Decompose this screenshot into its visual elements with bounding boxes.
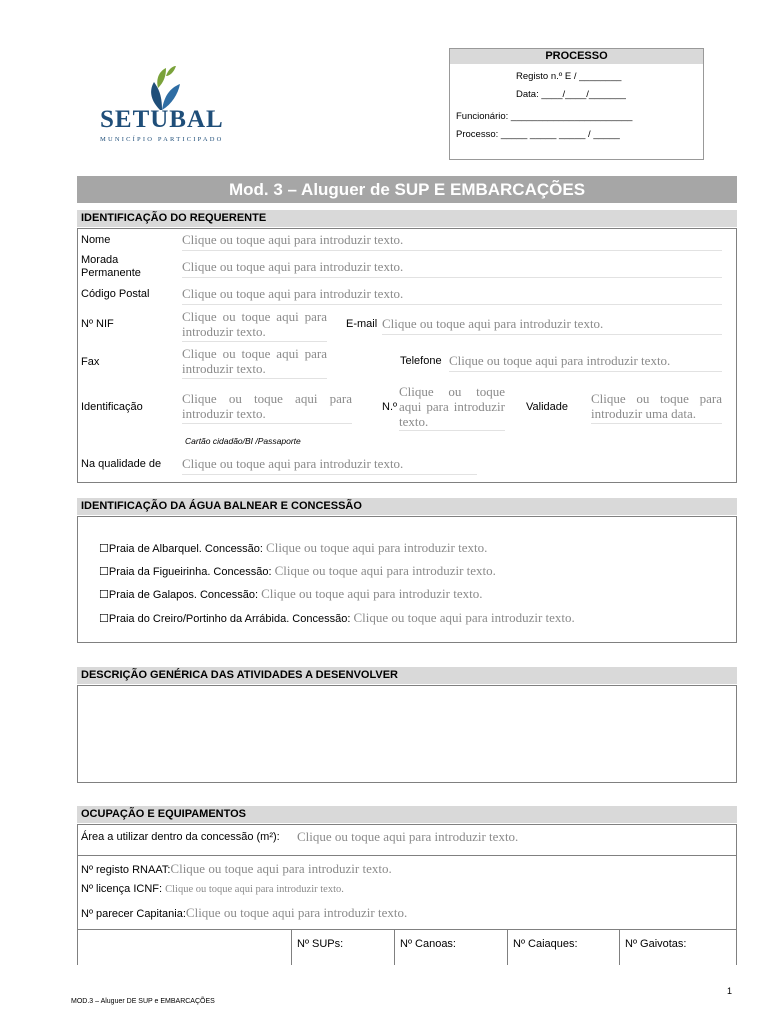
logo-subtitle: MUNICÍPIO PARTICIPADO bbox=[100, 136, 224, 143]
sups-field[interactable]: Nº SUPs: bbox=[297, 938, 344, 950]
morada-label: Morada Permanente bbox=[81, 254, 141, 279]
equipment-divider bbox=[507, 929, 508, 965]
praia-albarquel[interactable] bbox=[99, 540, 487, 556]
process-registo[interactable]: Registo n.º E / ________ bbox=[516, 71, 622, 82]
footer-doc-name: MOD.3 – Aluguer DE SUP e EMBARCAÇÕES bbox=[71, 998, 215, 1005]
icnf-label bbox=[81, 883, 344, 895]
praia-albarquel-field[interactable]: Clique ou toque aqui para introduzir texto. bbox=[266, 540, 488, 555]
process-title: PROCESSO bbox=[450, 49, 703, 64]
descricao-textarea[interactable] bbox=[77, 685, 737, 783]
canoas-field[interactable]: Nº Canoas: bbox=[400, 938, 456, 950]
page-number: 1 bbox=[727, 986, 733, 996]
icnf-field[interactable]: Clique ou toque aqui para introduzir texto. bbox=[165, 884, 344, 895]
area-field[interactable]: Clique ou toque aqui para introduzir texto. bbox=[297, 829, 519, 844]
checkbox-icon[interactable]: ☐ bbox=[99, 613, 109, 625]
section-requerente-heading: IDENTIFICAÇÃO DO REQUERENTE bbox=[77, 210, 737, 227]
caiaques-field[interactable]: Nº Caiaques: bbox=[513, 938, 578, 950]
checkbox-icon[interactable]: ☐ bbox=[99, 566, 109, 578]
praia-figueirinha-field[interactable]: Clique ou toque aqui para introduzir texto. bbox=[274, 563, 496, 578]
nome-label: Nome bbox=[81, 234, 111, 246]
nif-field[interactable]: Clique ou toque aqui para introduzir texto. bbox=[182, 309, 327, 342]
logo-wordmark: SETUBAL bbox=[100, 106, 224, 133]
area-label: Área a utilizar dentro da concessão (m²): bbox=[81, 831, 280, 843]
telefone-label: Telefone bbox=[400, 355, 442, 367]
equipment-divider bbox=[291, 929, 292, 965]
equipment-divider bbox=[619, 929, 620, 965]
logo bbox=[98, 62, 228, 152]
process-processo[interactable]: Processo: _____ _____ _____ / _____ bbox=[456, 129, 620, 140]
email-label: E-mail bbox=[346, 318, 378, 330]
qualidade-label: Na qualidade de bbox=[81, 458, 162, 470]
qualidade-field[interactable]: Clique ou toque aqui para introduzir texto. bbox=[182, 456, 477, 475]
nif-label: Nº NIF bbox=[81, 318, 114, 330]
praia-creiro-label: Praia do Creiro/Portinho da Arrábida. Concessão: bbox=[108, 613, 351, 625]
praia-creiro-field[interactable]: Clique ou toque aqui para introduzir texto. bbox=[353, 610, 575, 625]
rnaat-field[interactable]: Clique ou toque aqui para introduzir texto. bbox=[170, 861, 392, 876]
logo-emblem-icon bbox=[140, 62, 186, 112]
rnaat-label bbox=[81, 861, 392, 877]
fax-field[interactable]: Clique ou toque aqui para introduzir texto. bbox=[182, 346, 327, 379]
process-funcionario[interactable]: Funcionário: _______________________ bbox=[456, 111, 633, 122]
praia-galapos-field[interactable]: Clique ou toque aqui para introduzir texto. bbox=[261, 586, 483, 601]
rnaat-label-text: Nº registo RNAAT: bbox=[81, 864, 171, 876]
praia-albarquel-label: Praia de Albarquel. Concessão: bbox=[108, 543, 263, 555]
doc-type-note: Cartão cidadão/BI /Passaporte bbox=[185, 436, 301, 446]
process-box bbox=[449, 48, 704, 160]
fax-label: Fax bbox=[81, 356, 100, 368]
nome-field[interactable]: Clique ou toque aqui para introduzir texto. bbox=[182, 232, 722, 251]
validade-label: Validade bbox=[526, 401, 568, 413]
praia-figueirinha-label: Praia da Figueirinha. Concessão: bbox=[108, 566, 272, 578]
praia-creiro[interactable] bbox=[99, 610, 575, 626]
section-descricao-heading: DESCRIÇÃO GENÉRICA DAS ATIVIDADES A DESENVOLVER bbox=[77, 667, 737, 684]
process-data[interactable]: Data: ____/____/_______ bbox=[516, 89, 626, 100]
codigo-postal-field[interactable]: Clique ou toque aqui para introduzir texto. bbox=[182, 286, 722, 305]
codigo-postal-label: Código Postal bbox=[81, 288, 150, 300]
identificacao-label: Identificação bbox=[81, 401, 143, 413]
section-agua-heading: IDENTIFICAÇÃO DA ÁGUA BALNEAR E CONCESSÃO bbox=[77, 498, 737, 515]
section-ocupacao-heading: OCUPAÇÃO E EQUIPAMENTOS bbox=[77, 806, 737, 823]
morada-field[interactable]: Clique ou toque aqui para introduzir texto. bbox=[182, 259, 722, 278]
email-field[interactable]: Clique ou toque aqui para introduzir texto. bbox=[382, 316, 722, 335]
praia-galapos-label: Praia de Galapos. Concessão: bbox=[108, 589, 259, 601]
praia-figueirinha[interactable] bbox=[99, 563, 496, 579]
capitania-label bbox=[81, 905, 407, 921]
validade-field[interactable]: Clique ou toque para introduzir uma data. bbox=[591, 391, 722, 424]
capitania-label-text: Nº parecer Capitania: bbox=[81, 908, 186, 920]
numero-label: N.º bbox=[382, 401, 398, 413]
capitania-field[interactable]: Clique ou toque aqui para introduzir texto. bbox=[185, 905, 408, 920]
gaivotas-field[interactable]: Nº Gaivotas: bbox=[625, 938, 687, 950]
telefone-field[interactable]: Clique ou toque aqui para introduzir texto. bbox=[449, 353, 722, 372]
numero-field[interactable]: Clique ou toque aqui para introduzir texto. bbox=[399, 384, 505, 429]
checkbox-icon[interactable]: ☐ bbox=[99, 589, 109, 601]
form-title: Mod. 3 – Aluguer de SUP E EMBARCAÇÕES bbox=[77, 176, 737, 203]
checkbox-icon[interactable]: ☐ bbox=[99, 543, 109, 555]
praia-galapos[interactable] bbox=[99, 586, 482, 602]
icnf-label-text: Nº licença ICNF: bbox=[81, 883, 163, 895]
equipment-divider bbox=[394, 929, 395, 965]
identificacao-field[interactable]: Clique ou toque aqui para introduzir texto. bbox=[182, 391, 352, 424]
